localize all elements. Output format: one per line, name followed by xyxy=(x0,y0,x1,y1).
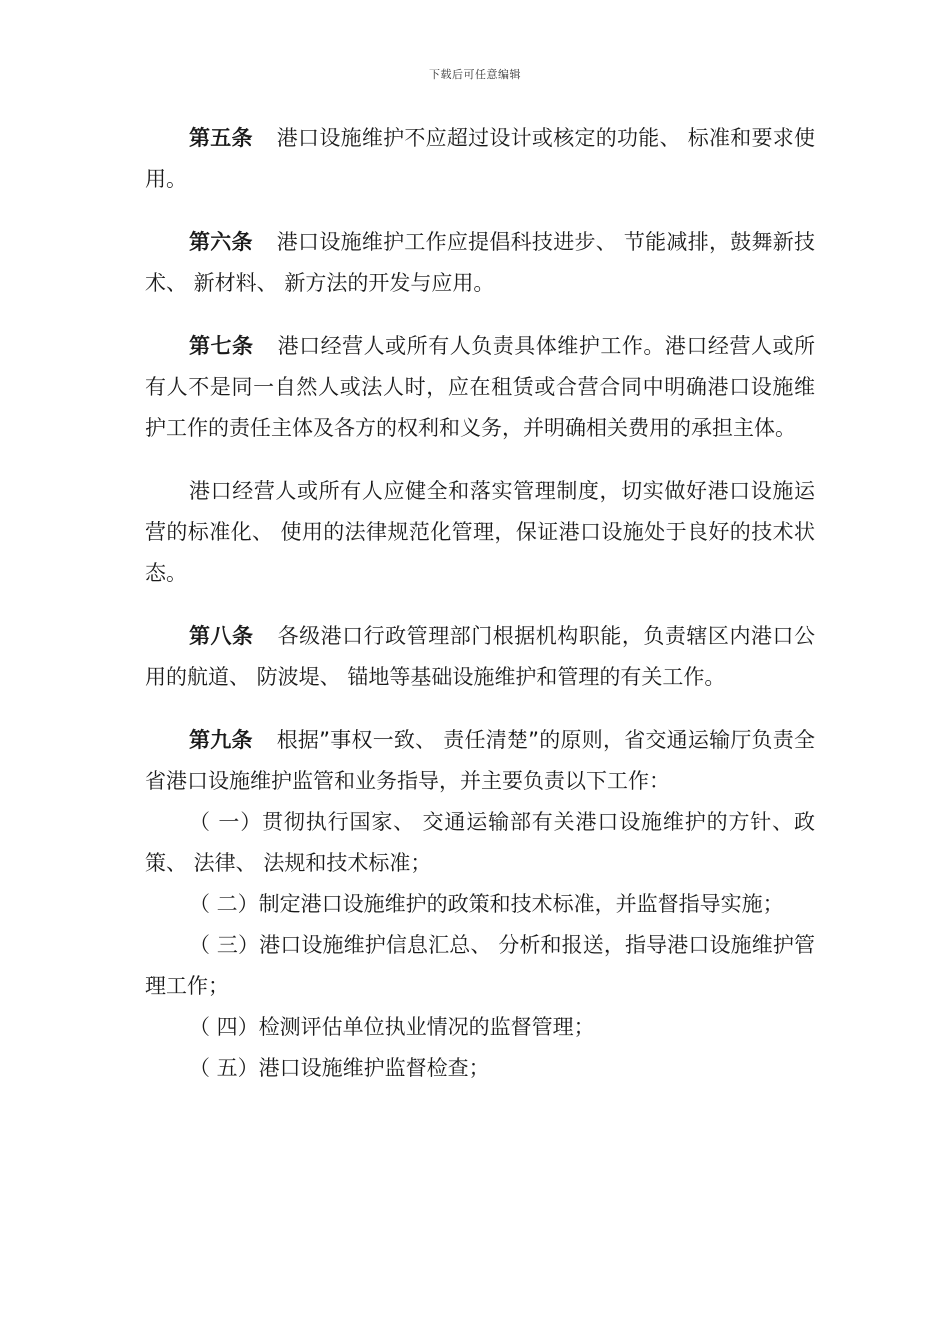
article-text: 港口设施维护工作应提倡科技进步、 节能减排，鼓舞新技术、 新材料、 新方法的开发与应用。 xyxy=(145,230,815,295)
article-number: 第九条 xyxy=(189,728,253,752)
list-item: （ 一）贯彻执行国家、 交通运输部有关港口设施维护的方针、政策、 法律、 法规和技术标准； xyxy=(145,810,815,875)
article-text: 各级港口行政管理部门根据机构职能，负责辖区内港口公用的航道、 防波堤、 锚地等基础设施维护和管理的有关工作。 xyxy=(145,624,816,689)
list-item: （ 三）港口设施维护信息汇总、 分析和报送，指导港口设施维护管理工作； xyxy=(145,933,815,998)
article-number: 第七条 xyxy=(189,334,254,358)
article-text: 港口设施维护不应超过设计或核定的功能、 标准和要求使用。 xyxy=(145,126,815,191)
article-7 xyxy=(145,326,815,449)
article-5 xyxy=(145,118,815,200)
article-7-paragraph-2: 港口经营人或所有人应健全和落实管理制度，切实做好港口设施运营的标准化、 使用的法律规范化管理，保证港口设施处于良好的技术状态。 xyxy=(145,479,815,585)
article-number: 第八条 xyxy=(189,624,254,648)
article-8 xyxy=(145,616,815,698)
list-item: （ 二）制定港口设施维护的政策和技术标准，并监督指导实施； xyxy=(189,892,784,916)
article-number: 第五条 xyxy=(189,126,253,150)
article-9-item-list xyxy=(145,802,815,1089)
article-9 xyxy=(145,720,815,802)
article-text: 根据”事权一致、 责任清楚”的原则，省交通运输厅负责全省港口设施维护监管和业务指导，并主要负责以下工作： xyxy=(145,728,816,793)
list-item: （ 四）检测评估单位执业情况的监督管理； xyxy=(189,1015,595,1039)
document-body xyxy=(145,118,815,1089)
article-6 xyxy=(145,222,815,304)
article-text: 港口经营人或所有人负责具体维护工作。港口经营人或所有人不是同一自然人或法人时，应在租赁或合营合同中明确港口设施维护工作的责任主体及各方的权利和义务，并明确相关费用的承担主体。 xyxy=(145,334,816,440)
page-header: 下载后可任意编辑 xyxy=(429,68,521,81)
list-item: （ 五）港口设施维护监督检查； xyxy=(189,1056,490,1080)
article-number: 第六条 xyxy=(189,230,253,254)
